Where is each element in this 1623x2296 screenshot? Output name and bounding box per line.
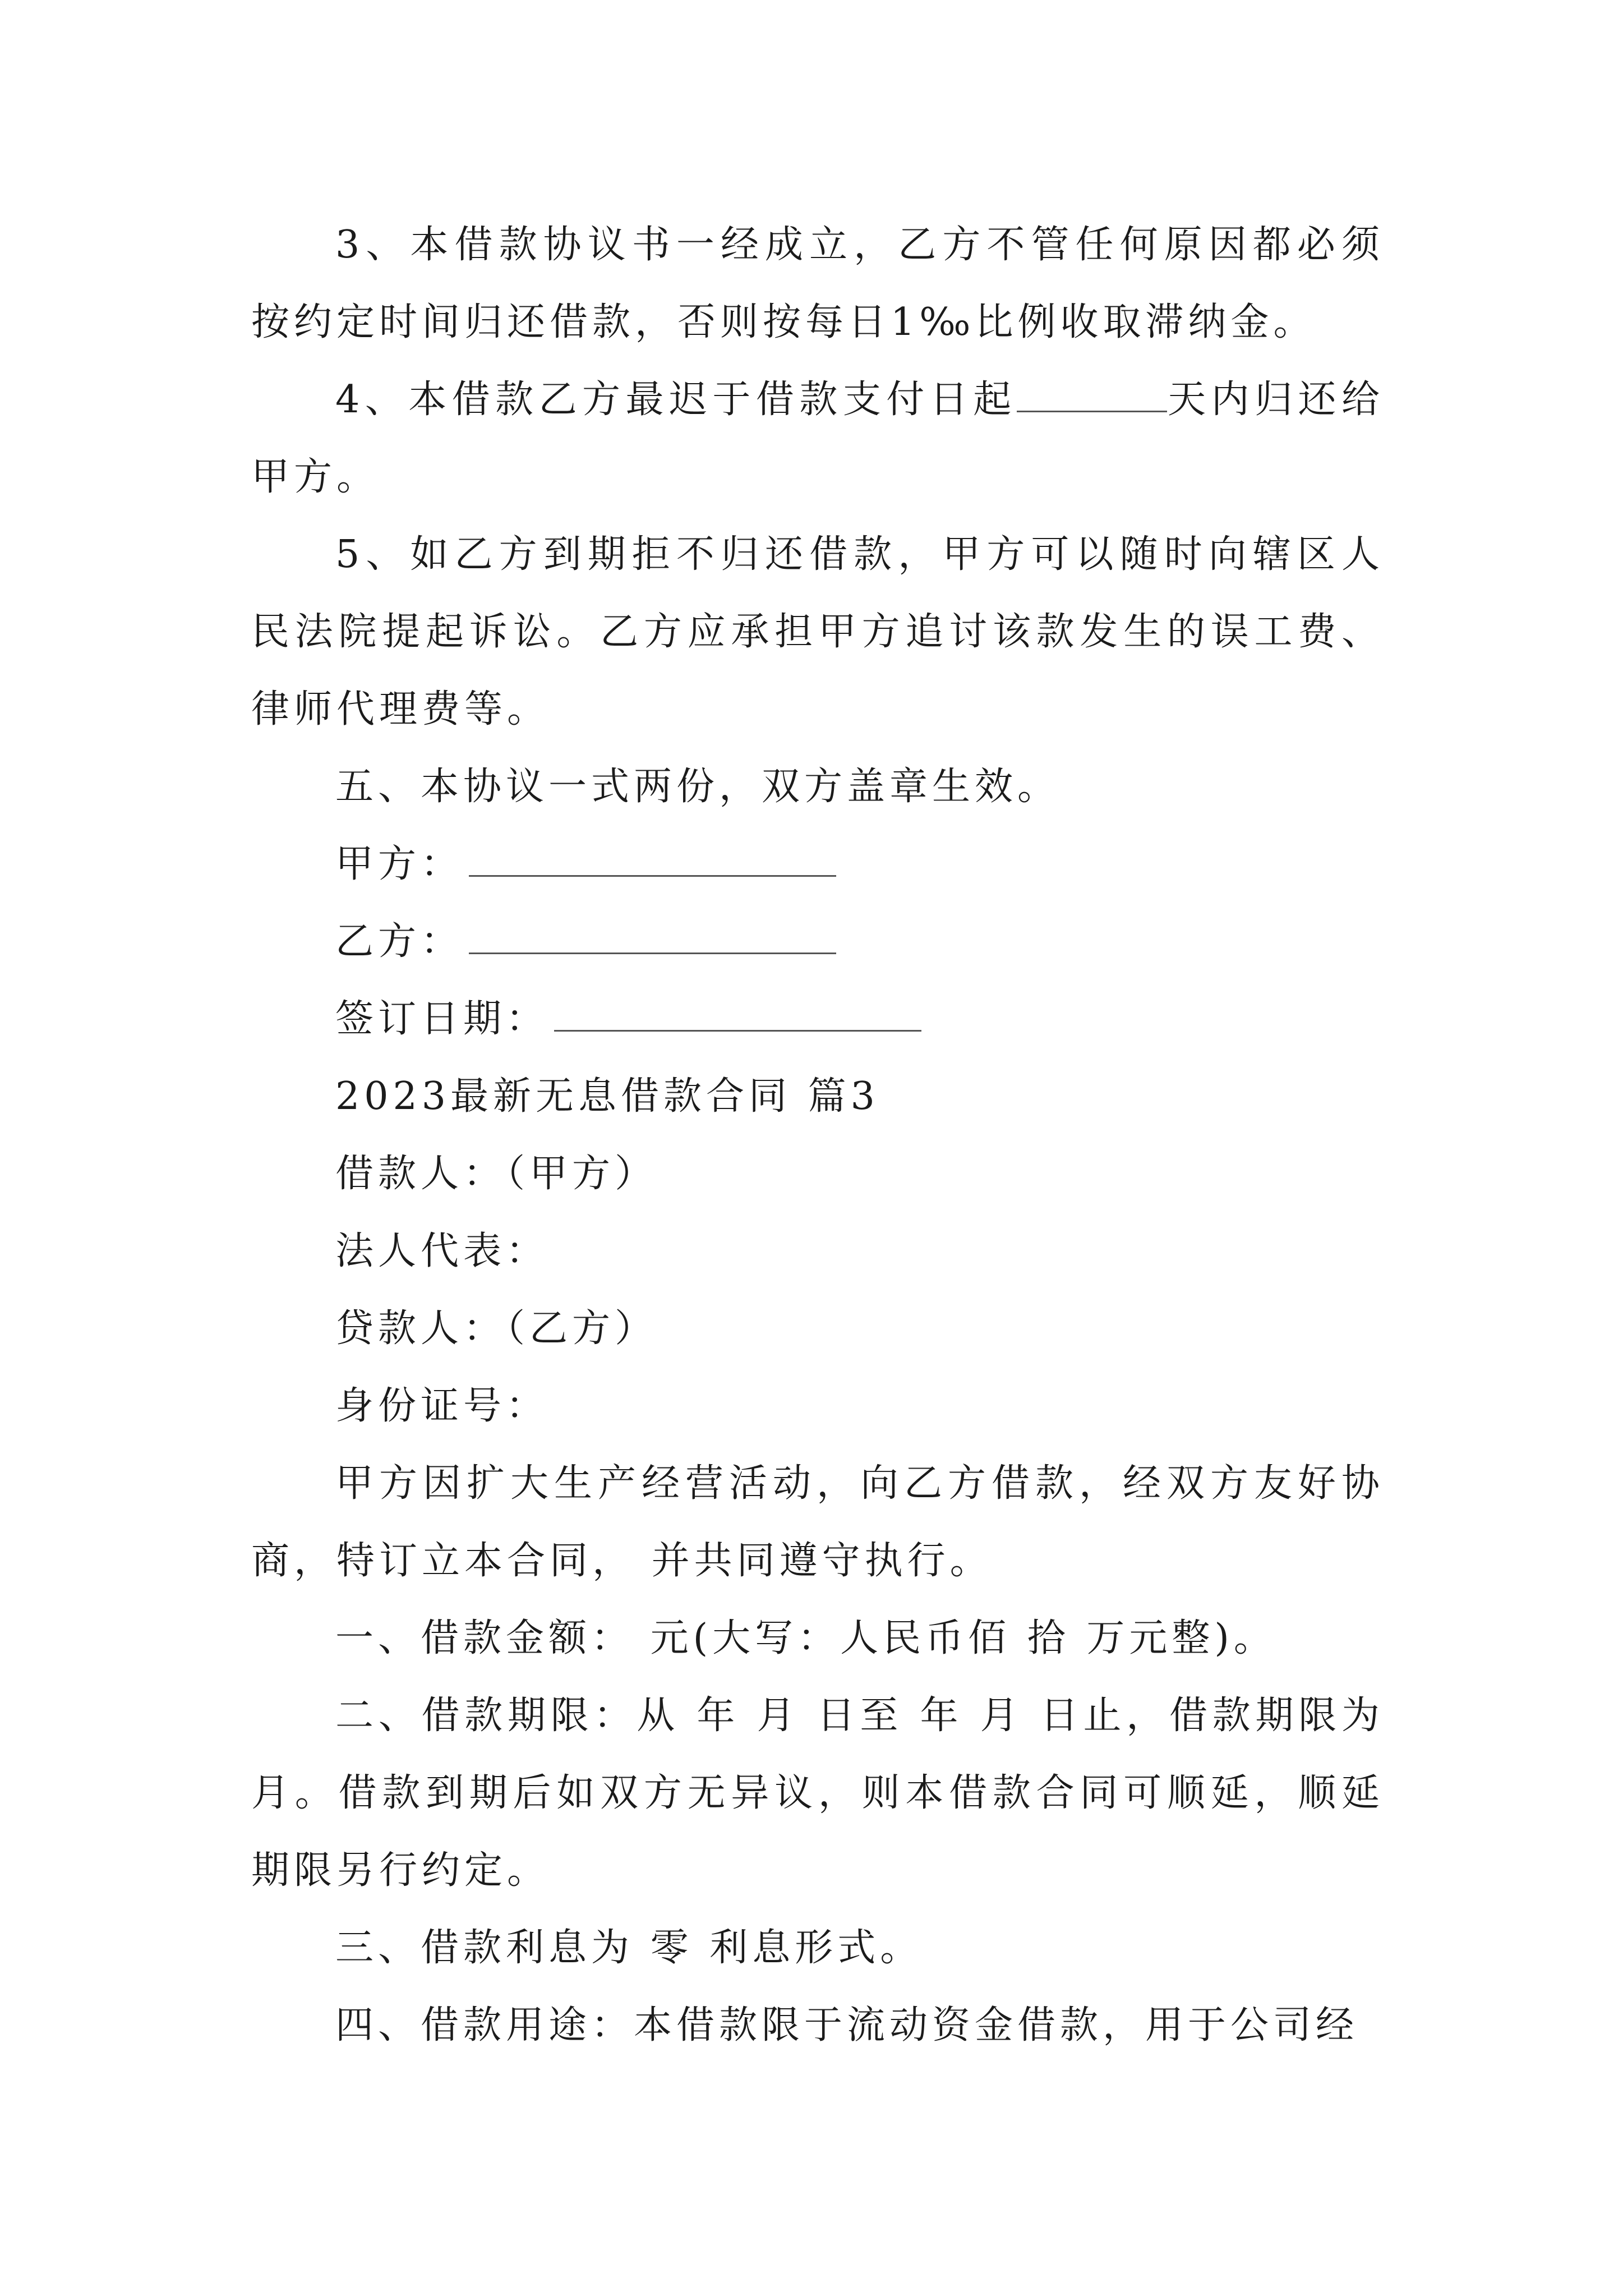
borrower-field: 借款人：（甲方） xyxy=(335,1152,658,1196)
lender-field: 贷款人：（乙方） xyxy=(335,1306,658,1351)
signature-party-b-blank xyxy=(469,918,836,954)
clause-4 xyxy=(251,361,1384,516)
article-purpose: 四、借款用途：本借款限于流动资金借款，用于公司经 xyxy=(335,2003,1359,2047)
section-title: 2023最新无息借款合同 篇3 xyxy=(335,1074,879,1119)
article-term: 二、借款期限：从 年 月 日至 年 月 日止，借款期限为 月。借款到期后如双方无异议，则本借款合同可顺延，顺延期限另行约定。 xyxy=(251,1694,1384,1893)
signing-date-blank xyxy=(554,995,921,1032)
preamble: 甲方因扩大生产经营活动，向乙方借款，经双方友好协商，特订立本合同， 并共同遵守执行。 xyxy=(251,1461,1384,1583)
clause-4-text-after: 天内归还给甲方。 xyxy=(251,378,1384,499)
signature-party-a-label: 甲方： xyxy=(335,842,464,886)
article-amount: 一、借款金额： 元(大写：人民币佰 拾 万元整)。 xyxy=(335,1616,1276,1660)
clause-3: 3、本借款协议书一经成立，乙方不管任何原因都必须按约定时间归还借款，否则按每日1‰比例收取滞纳金。 xyxy=(251,223,1384,344)
clause-5: 5、如乙方到期拒不归还借款，甲方可以随时向辖区人民法院提起诉讼。乙方应承担甲方追讨该款发生的误工费、律师代理费等。 xyxy=(251,532,1384,731)
signature-party-a-blank xyxy=(469,840,836,877)
id-number-field: 身份证号： xyxy=(335,1384,549,1428)
days-blank xyxy=(1017,376,1167,412)
legal-rep-field: 法人代表： xyxy=(335,1229,549,1273)
signing-date xyxy=(251,981,1384,1058)
signature-party-b xyxy=(251,903,1384,981)
clause-effective: 五、本协议一式两份，双方盖章生效。 xyxy=(335,765,1061,809)
article-interest: 三、借款利息为 零 利息形式。 xyxy=(335,1926,923,1970)
document-body xyxy=(251,206,1384,2064)
signature-party-a xyxy=(251,826,1384,903)
signing-date-label: 签订日期： xyxy=(335,997,549,1041)
signature-party-b-label: 乙方： xyxy=(335,919,464,964)
clause-4-text-before: 4、本借款乙方最迟于借款支付日起 xyxy=(335,378,1017,422)
